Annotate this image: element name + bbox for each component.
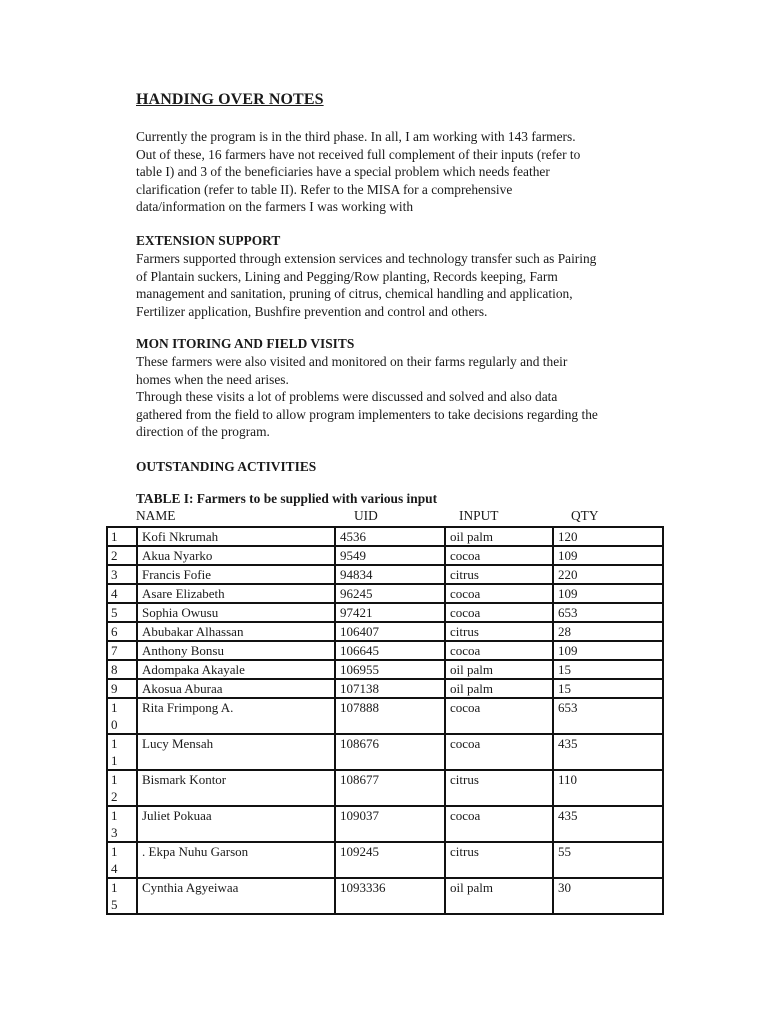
row-number: 8 xyxy=(111,662,118,677)
monitoring-line: Through these visits a lot of problems were discussed and solved and also data xyxy=(136,389,558,405)
uid-cell: 97421 xyxy=(335,603,445,622)
row-number: 1 xyxy=(111,808,118,823)
qty-cell: 15 xyxy=(553,660,663,679)
row-number: 6 xyxy=(111,624,118,639)
row-number-wrap: 4 xyxy=(111,861,118,876)
row-number-cell xyxy=(107,527,137,546)
name-cell: Sophia Owusu xyxy=(137,603,335,622)
row-number-cell xyxy=(107,546,137,565)
table-row xyxy=(107,641,663,660)
input-cell: cocoa xyxy=(445,641,553,660)
row-number: 1 xyxy=(111,844,118,859)
row-number-wrap: 5 xyxy=(111,897,118,912)
qty-cell: 110 xyxy=(553,770,663,806)
row-number-wrap: 1 xyxy=(111,753,118,768)
intro-line: data/information on the farmers I was working with xyxy=(136,199,414,215)
uid-cell: 9549 xyxy=(335,546,445,565)
table-row xyxy=(107,660,663,679)
name-cell: Asare Elizabeth xyxy=(137,584,335,603)
input-cell: oil palm xyxy=(445,660,553,679)
row-number-cell xyxy=(107,603,137,622)
row-number: 9 xyxy=(111,681,118,696)
row-number-cell xyxy=(107,770,137,806)
row-number: 1 xyxy=(111,736,118,751)
table-row xyxy=(107,603,663,622)
row-number-wrap: 3 xyxy=(111,825,118,840)
farmers-input-table xyxy=(106,526,664,915)
outstanding-heading: OUTSTANDING ACTIVITIES xyxy=(136,459,317,474)
row-number: 2 xyxy=(111,548,118,563)
name-cell: Akosua Aburaa xyxy=(137,679,335,698)
column-header-qty: QTY xyxy=(571,508,599,523)
name-cell: Rita Frimpong A. xyxy=(137,698,335,734)
table-title: TABLE I: Farmers to be supplied with various input xyxy=(136,491,438,506)
row-number-wrap: 0 xyxy=(111,717,118,732)
uid-cell: 107888 xyxy=(335,698,445,734)
extension-line: Farmers supported through extension services and technology transfer such as Pairing xyxy=(136,251,597,266)
name-cell: . Ekpa Nuhu Garson xyxy=(137,842,335,878)
uid-cell: 1093336 xyxy=(335,878,445,914)
row-number: 1 xyxy=(111,880,118,895)
table-row xyxy=(107,527,663,546)
table-row xyxy=(107,546,663,565)
uid-cell: 108676 xyxy=(335,734,445,770)
qty-cell: 109 xyxy=(553,584,663,603)
input-cell: cocoa xyxy=(445,584,553,603)
monitoring-line: homes when the need arises. xyxy=(136,371,289,387)
table-row xyxy=(107,679,663,698)
qty-cell: 653 xyxy=(553,603,663,622)
qty-cell: 220 xyxy=(553,565,663,584)
uid-cell: 106645 xyxy=(335,641,445,660)
extension-line: management and sanitation, pruning of citrus, chemical handling and application, xyxy=(136,286,573,302)
uid-cell: 4536 xyxy=(335,527,445,546)
name-cell: Akua Nyarko xyxy=(137,546,335,565)
qty-cell: 28 xyxy=(553,622,663,641)
name-cell: Kofi Nkrumah xyxy=(137,527,335,546)
table-row xyxy=(107,878,663,914)
name-cell: Adompaka Akayale xyxy=(137,660,335,679)
extension-paragraph xyxy=(136,250,676,320)
table-row xyxy=(107,806,663,842)
table-row xyxy=(107,770,663,806)
intro-line: Currently the program is in the third phase. In all, I am working with 143 farmers. xyxy=(136,129,576,144)
row-number-cell xyxy=(107,734,137,770)
column-header-uid: UID xyxy=(354,508,378,523)
row-number: 1 xyxy=(111,772,118,787)
extension-heading: EXTENSION SUPPORT xyxy=(136,233,281,248)
uid-cell: 106407 xyxy=(335,622,445,641)
page-title: HANDING OVER NOTES xyxy=(136,91,324,108)
qty-cell: 120 xyxy=(553,527,663,546)
input-cell: citrus xyxy=(445,842,553,878)
row-number-cell xyxy=(107,660,137,679)
column-header-name: NAME xyxy=(136,508,176,523)
row-number: 3 xyxy=(111,567,118,582)
table-row xyxy=(107,584,663,603)
intro-line: Out of these, 16 farmers have not received full complement of their inputs (refer to xyxy=(136,146,581,162)
uid-cell: 109245 xyxy=(335,842,445,878)
qty-cell: 109 xyxy=(553,546,663,565)
input-cell: citrus xyxy=(445,770,553,806)
row-number-cell xyxy=(107,679,137,698)
row-number-cell xyxy=(107,641,137,660)
table-row xyxy=(107,698,663,734)
row-number-cell xyxy=(107,584,137,603)
qty-cell: 30 xyxy=(553,878,663,914)
input-cell: cocoa xyxy=(445,698,553,734)
name-cell: Abubakar Alhassan xyxy=(137,622,335,641)
input-cell: citrus xyxy=(445,565,553,584)
uid-cell: 106955 xyxy=(335,660,445,679)
qty-cell: 653 xyxy=(553,698,663,734)
qty-cell: 109 xyxy=(553,641,663,660)
monitoring-line: direction of the program. xyxy=(136,424,270,440)
monitoring-paragraph xyxy=(136,353,676,441)
monitoring-heading: MON ITORING AND FIELD VISITS xyxy=(136,336,355,351)
monitoring-line: These farmers were also visited and monitored on their farms regularly and their xyxy=(136,354,568,369)
name-cell: Anthony Bonsu xyxy=(137,641,335,660)
row-number-cell xyxy=(107,878,137,914)
intro-line: clarification (refer to table II). Refer to the MISA for a comprehensive xyxy=(136,181,513,197)
input-cell: cocoa xyxy=(445,603,553,622)
uid-cell: 109037 xyxy=(335,806,445,842)
input-cell: oil palm xyxy=(445,527,553,546)
name-cell: Lucy Mensah xyxy=(137,734,335,770)
qty-cell: 435 xyxy=(553,806,663,842)
uid-cell: 94834 xyxy=(335,565,445,584)
qty-cell: 55 xyxy=(553,842,663,878)
row-number: 7 xyxy=(111,643,118,658)
monitoring-line: gathered from the field to allow program implementers to take decisions regarding the xyxy=(136,406,598,422)
input-cell: cocoa xyxy=(445,806,553,842)
qty-cell: 435 xyxy=(553,734,663,770)
uid-cell: 108677 xyxy=(335,770,445,806)
extension-line: Fertilizer application, Bushfire prevention and control and others. xyxy=(136,303,488,319)
table-row xyxy=(107,734,663,770)
input-cell: cocoa xyxy=(445,546,553,565)
row-number-cell xyxy=(107,842,137,878)
intro-paragraph xyxy=(136,128,676,216)
table-row xyxy=(107,565,663,584)
column-header-input: INPUT xyxy=(459,508,499,523)
row-number-cell xyxy=(107,622,137,641)
row-number: 5 xyxy=(111,605,118,620)
row-number-wrap: 2 xyxy=(111,789,118,804)
row-number-cell xyxy=(107,806,137,842)
uid-cell: 107138 xyxy=(335,679,445,698)
row-number-cell xyxy=(107,565,137,584)
extension-line: of Plantain suckers, Lining and Pegging/Row planting, Records keeping, Farm xyxy=(136,268,558,284)
name-cell: Bismark Kontor xyxy=(137,770,335,806)
row-number: 1 xyxy=(111,529,118,544)
table-row xyxy=(107,622,663,641)
name-cell: Juliet Pokuaa xyxy=(137,806,335,842)
input-cell: oil palm xyxy=(445,878,553,914)
intro-line: table I) and 3 of the beneficiaries have a special problem which needs feather xyxy=(136,164,550,180)
table-body xyxy=(107,527,663,914)
input-cell: oil palm xyxy=(445,679,553,698)
qty-cell: 15 xyxy=(553,679,663,698)
uid-cell: 96245 xyxy=(335,584,445,603)
name-cell: Francis Fofie xyxy=(137,565,335,584)
input-cell: citrus xyxy=(445,622,553,641)
name-cell: Cynthia Agyeiwaa xyxy=(137,878,335,914)
row-number: 4 xyxy=(111,586,118,601)
row-number-cell xyxy=(107,698,137,734)
row-number: 1 xyxy=(111,700,118,715)
table-row xyxy=(107,842,663,878)
input-cell: cocoa xyxy=(445,734,553,770)
